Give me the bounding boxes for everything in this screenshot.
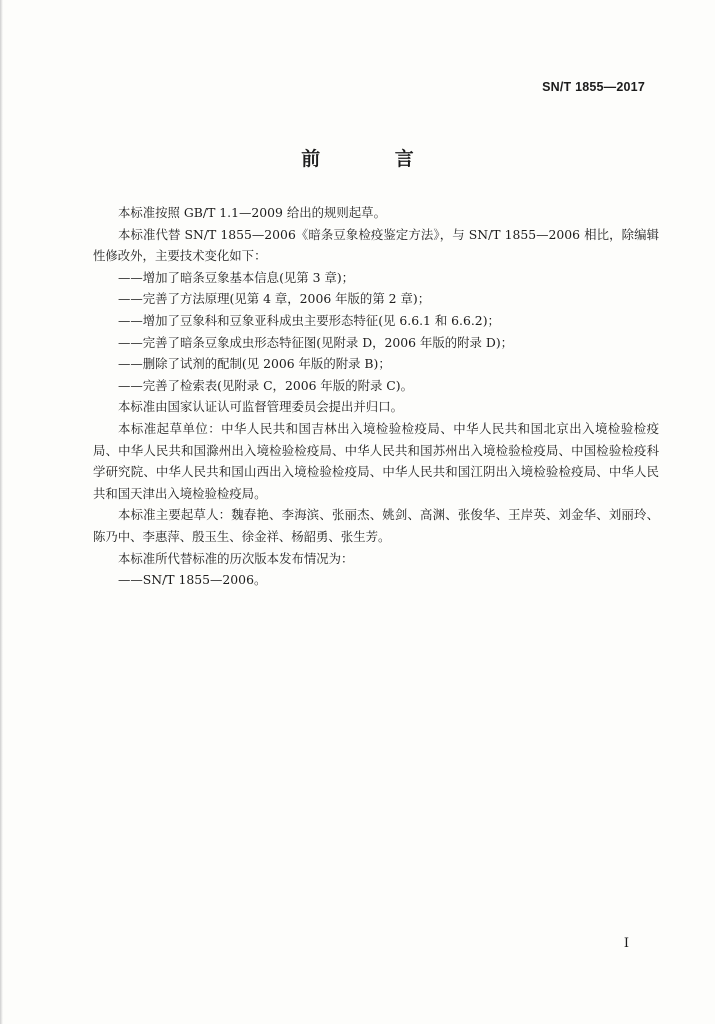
history-item: ——SN/T 1855—2006。 [118,572,267,588]
page-title: 前 言 [301,148,448,170]
paragraph-drafters: 本标准主要起草人：魏春艳、李海滨、张丽杰、姚剑、高渊、张俊华、王岸英、刘金华、刘丽玲、陈乃中、李惠萍、殷玉生、徐金祥、杨韶勇、张生芳。 [93,507,659,544]
change-item: ——增加了暗条豆象基本信息(见第 3 章)； [118,269,355,285]
paragraph-history-intro: 本标准所代替标准的历次版本发布情况为： [118,550,354,566]
change-item: ——完善了方法原理(见第 4 章，2006 年版的第 2 章)； [118,291,431,307]
foreword-body [93,202,659,591]
standard-number: SN/T 1855—2017 [542,80,645,94]
change-item: ——完善了暗条豆象成虫形态特征图(见附录 D，2006 年版的附录 D)； [118,334,514,350]
paragraph-drafting-rules: 本标准按照 GB/T 1.1—2009 给出的规则起草。 [118,205,386,220]
change-item: ——增加了豆象科和豆象亚科成虫主要形态特征(见 6.6.1 和 6.6.2)； [118,312,500,328]
page-number: I [623,936,629,951]
paragraph-drafting-units: 本标准起草单位：中华人民共和国吉林出入境检验检疫局、中华人民共和国北京出入境检验检疫局、中华人民共和国滁州出入境检验检疫局、中华人民共和国苏州出入境检验检疫局、中国检验检疫科学研究院、中华人民共和国山西出入境检验检疫局、中华人民共和国江阴出入境检验检疫局、中华人民共和国天津出入境检验检疫局。 [93,420,659,501]
change-item: ——完善了检索表(见附录 C，2006 年版的附录 C)。 [118,377,414,393]
paragraph-proposed-by: 本标准由国家认证认可监督管理委员会提出并归口。 [118,399,403,415]
paragraph-replaces: 本标准代替 SN/T 1855—2006《暗条豆象检疫鉴定方法》，与 SN/T 1855—2006 相比，除编辑性修改外，主要技术变化如下： [93,226,659,264]
change-item: ——删除了试剂的配制(见 2006 年版的附录 B)； [118,356,391,372]
